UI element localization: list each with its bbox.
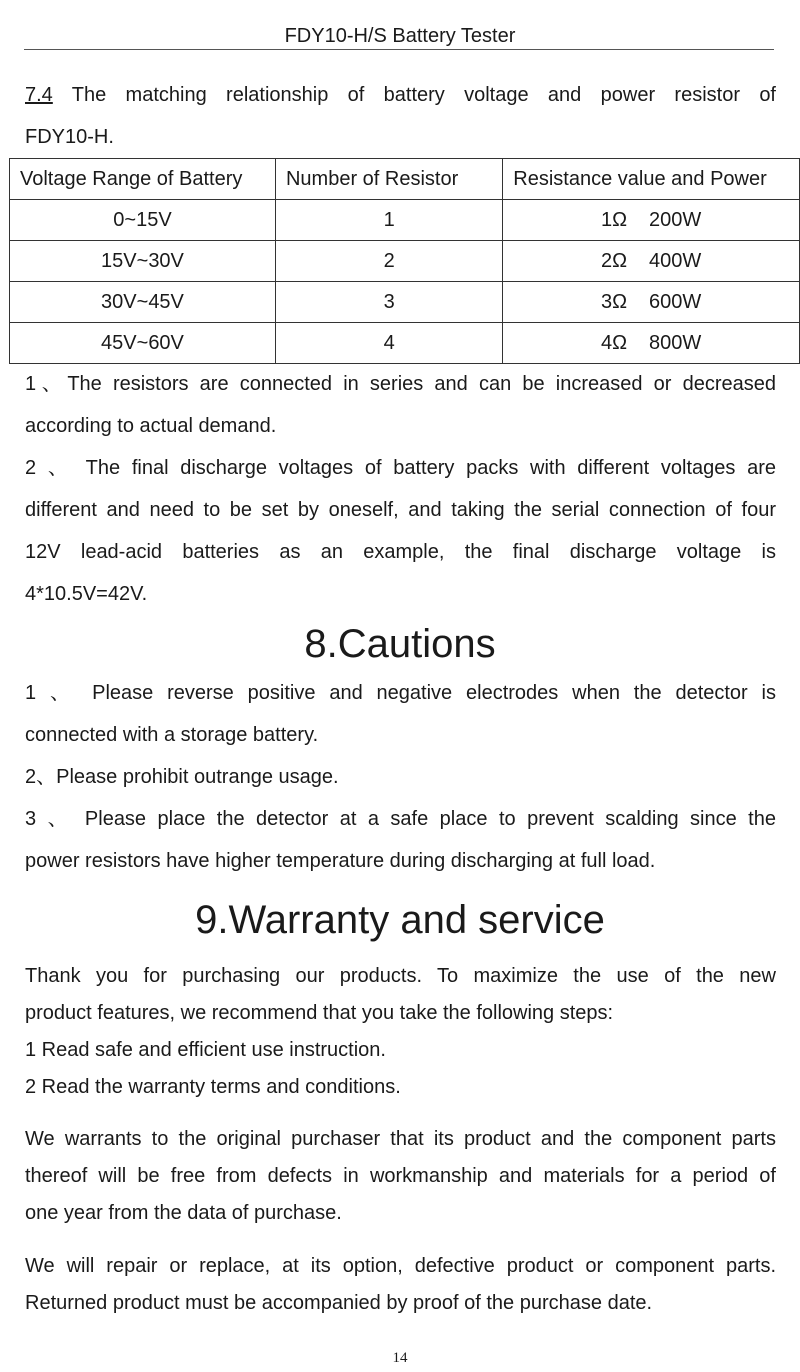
notes-block: [25, 363, 776, 615]
page-header-title: FDY10-H/S Battery Tester: [284, 25, 516, 47]
caution-1-line: 1 、 Please reverse positive and negative electrodes when the detector is: [25, 682, 776, 704]
warranty-intro: [25, 958, 776, 1106]
warranty-repair-line: Returned product must be accompanied by proof of the purchase date.: [25, 1292, 653, 1314]
table-header-row: [10, 159, 800, 200]
cautions-heading: 8.Cautions: [304, 622, 496, 666]
resistance-power-cell: [503, 282, 800, 323]
section-7-4-title: [25, 74, 776, 158]
voltage-range-cell: 30V~45V: [10, 282, 276, 323]
cautions-list: [25, 672, 776, 882]
resistor-count-cell: 2: [275, 241, 502, 282]
resistance-power-cell: [503, 323, 800, 364]
note-1-line: according to actual demand.: [25, 415, 277, 437]
caution-2-line: 2、Please prohibit outrange usage.: [25, 766, 339, 788]
note-2-line: 2 、 The final discharge voltages of battery packs with different voltages are: [25, 457, 776, 479]
resistance-power-cell: [503, 200, 800, 241]
power-value: 200W: [649, 208, 702, 231]
table-row: [10, 200, 800, 241]
table-row: [10, 241, 800, 282]
section-number: 7.4: [25, 84, 53, 106]
page-number: 14: [392, 1350, 408, 1366]
power-value: 400W: [649, 249, 702, 272]
resistance-value: 3Ω: [601, 290, 628, 313]
resistance-power-cell: [503, 241, 800, 282]
power-value: 800W: [649, 331, 702, 354]
resistor-count-cell: 4: [275, 323, 502, 364]
resistor-count-cell: 1: [275, 200, 502, 241]
warranty-step-2: 2 Read the warranty terms and conditions.: [25, 1076, 401, 1098]
warranty-repair-line: We will repair or replace, at its option, defective product or component parts.: [25, 1255, 776, 1277]
section-title-line2: FDY10-H.: [25, 126, 114, 148]
warranty-step-1: 1 Read safe and efficient use instruction.: [25, 1039, 386, 1061]
table-row: [10, 323, 800, 364]
caution-3-line: power resistors have higher temperature during discharging at full load.: [25, 850, 656, 872]
power-value: 600W: [649, 290, 702, 313]
voltage-range-cell: 15V~30V: [10, 241, 276, 282]
warranty-terms-line: thereof will be free from defects in workmanship and materials for a period of: [25, 1165, 776, 1187]
note-1-line: 1、The resistors are connected in series and can be increased or decreased: [25, 373, 776, 395]
resistor-count-cell: 3: [275, 282, 502, 323]
table-header-cell: Voltage Range of Battery: [10, 159, 276, 200]
warranty-terms-line: We warrants to the original purchaser that its product and the component parts: [25, 1128, 776, 1150]
table-row: [10, 282, 800, 323]
table-header-cell: Number of Resistor: [275, 159, 502, 200]
warranty-intro-line: Thank you for purchasing our products. To maximize the use of the new: [25, 965, 776, 987]
note-2-line: different and need to be set by oneself, and taking the serial connection of four: [25, 499, 776, 521]
warranty-repair: [25, 1248, 776, 1322]
resistance-value: 1Ω: [601, 208, 628, 231]
note-2-line: 12V lead-acid batteries as an example, the final discharge voltage is: [25, 541, 776, 563]
note-2-line: 4*10.5V=42V.: [25, 583, 148, 605]
header-divider: [24, 49, 774, 50]
voltage-range-cell: 0~15V: [10, 200, 276, 241]
resistance-value: 2Ω: [601, 249, 628, 272]
table-header-cell: Resistance value and Power: [503, 159, 800, 200]
voltage-range-cell: 45V~60V: [10, 323, 276, 364]
caution-3-line: 3 、 Please place the detector at a safe place to prevent scalding since the: [25, 808, 776, 830]
warranty-terms: [25, 1121, 776, 1232]
warranty-intro-line: product features, we recommend that you take the following steps:: [25, 1002, 614, 1024]
warranty-heading: 9.Warranty and service: [195, 898, 605, 942]
caution-1-line: connected with a storage battery.: [25, 724, 319, 746]
section-title-line1: The matching relationship of battery voltage and power resistor of: [52, 84, 776, 106]
resistor-matching-table: [9, 158, 800, 364]
resistance-value: 4Ω: [601, 331, 628, 354]
warranty-terms-line: one year from the data of purchase.: [25, 1202, 342, 1224]
